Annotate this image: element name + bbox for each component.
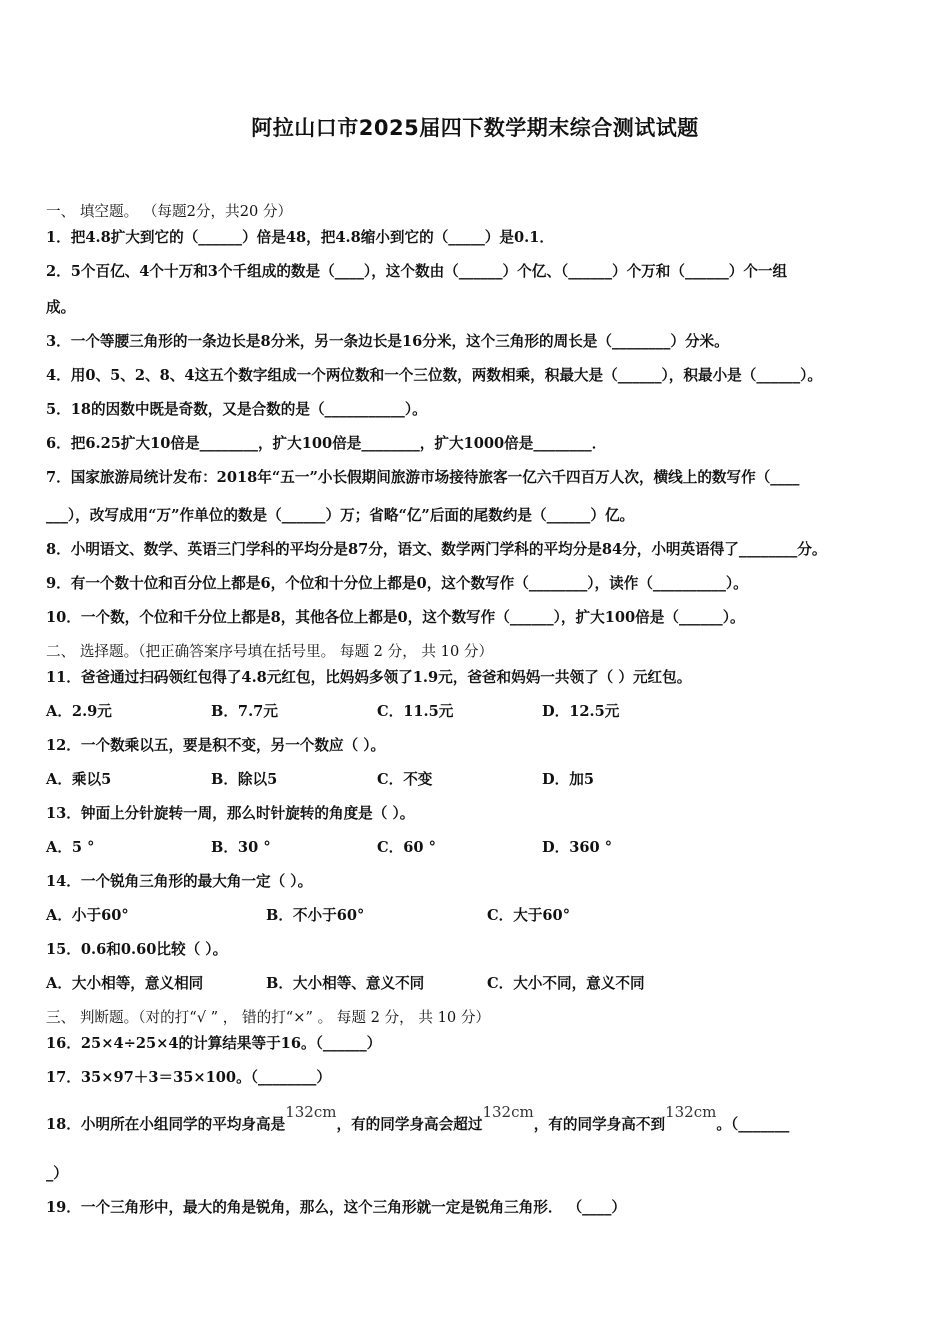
question-7-continued: ___），改写成用“万”作单位的数是（______）万；省略“亿”后面的尾数约是（______）亿。: [46, 507, 635, 524]
section-heading-2: 二、 选择题。（把正确答案序号填在括号里。 每题 2 分， 共 10 分）: [46, 643, 494, 660]
q14-option-b: B．不小于60°: [266, 907, 365, 924]
q14-option-c: C．大于60°: [487, 907, 571, 924]
question-18-continued: _）: [46, 1165, 68, 1182]
question-19: 19．一个三角形中，最大的角是锐角，那么，这个三角形就一定是锐角三角形． （____）: [46, 1199, 626, 1216]
section-heading-3: 三、 判断题。（对的打“√ ” ， 错的打“×” 。 每题 2 分， 共 10 分）: [46, 1009, 491, 1026]
question-1: 1．把4.8扩大到它的（______）倍是48，把4.8缩小到它的（_____）是0.1．: [46, 229, 554, 246]
question-15: 15．0.6和0.60比较（ ）。: [46, 941, 228, 958]
q12-option-c: C．不变: [377, 771, 433, 788]
section-heading-1: 一、 填空题。 （每题2分，共20 分）: [46, 203, 293, 220]
question-18: [46, 1103, 790, 1135]
question-14: 14．一个锐角三角形的最大角一定（ ）。: [46, 873, 313, 890]
q18-height-value-1: 132cm: [285, 1103, 337, 1121]
q18-text-4: 。（_______: [716, 1116, 790, 1133]
question-9: 9．有一个数十位和百分位上都是6，个位和十分位上都是0，这个数写作（________），读作（__________）。: [46, 575, 748, 592]
q11-option-a: A．2.9元: [46, 703, 112, 720]
question-7: 7．国家旅游局统计发布：2018年“五一”小长假期间旅游市场接待旅客一亿六千四百万人次，横线上的数写作（____: [46, 469, 800, 486]
q12-option-a: A．乘以5: [46, 771, 112, 788]
question-5: 5．18的因数中既是奇数，又是合数的是（___________）。: [46, 401, 427, 418]
q12-option-d: D．加5: [542, 771, 594, 788]
question-6: 6．把6.25扩大10倍是________，扩大100倍是________，扩大1000倍是________．: [46, 435, 607, 452]
question-4: 4．用0、5、2、8、4这五个数字组成一个两位数和一个三位数，两数相乘，积最大是（______），积最小是（______）。: [46, 367, 823, 384]
q13-option-a: A．5 °: [46, 839, 95, 856]
q13-option-b: B．30 °: [211, 839, 271, 856]
question-3: 3．一个等腰三角形的一条边长是8分米，另一条边长是16分米，这个三角形的周长是（________）分米。: [46, 333, 729, 350]
q18-text-2: ，有的同学身高会超过: [336, 1116, 483, 1133]
q18-text-3: ，有的同学身高不到: [533, 1116, 666, 1133]
question-16: 16．25×4÷25×4的计算结果等于16。（______）: [46, 1035, 382, 1052]
question-13: 13．钟面上分针旋转一周，那么时针旋转的角度是（ ）。: [46, 805, 415, 822]
q18-height-value-3: 132cm: [665, 1103, 717, 1121]
q18-text-1: 18．小明所在小组同学的平均身高是: [46, 1116, 286, 1133]
question-2-continued: 成。: [46, 299, 76, 316]
question-10: 10．一个数，个位和千分位上都是8，其他各位上都是0，这个数写作（______），扩大100倍是（______）。: [46, 609, 745, 626]
q14-option-a: A．小于60°: [46, 907, 129, 924]
q13-option-d: D．360 °: [542, 839, 613, 856]
question-17: 17．35×97＋3＝35×100。（________）: [46, 1069, 331, 1086]
q15-option-b: B．大小相等、意义不同: [266, 975, 425, 992]
q15-option-c: C．大小不同，意义不同: [487, 975, 645, 992]
question-12: 12．一个数乘以五，要是积不变，另一个数应（ ）。: [46, 737, 386, 754]
q13-option-c: C．60 °: [377, 839, 436, 856]
q15-option-a: A．大小相等，意义相同: [46, 975, 204, 992]
q18-height-value-2: 132cm: [482, 1103, 534, 1121]
q11-option-b: B．7.7元: [211, 703, 278, 720]
q12-option-b: B．除以5: [211, 771, 278, 788]
question-2: 2．5个百亿、4个十万和3个千组成的数是（____），这个数由（______）个亿、（______）个万和（______）个一组: [46, 263, 788, 280]
page-title: 阿拉山口市2025届四下数学期末综合测试试题: [251, 116, 699, 140]
question-8: 8．小明语文、数学、英语三门学科的平均分是87分，语文、数学两门学科的平均分是84分，小明英语得了________分。: [46, 541, 827, 558]
q11-option-c: C．11.5元: [377, 703, 454, 720]
q11-option-d: D．12.5元: [542, 703, 620, 720]
question-11: 11．爸爸通过扫码领红包得了4.8元红包，比妈妈多领了1.9元，爸爸和妈妈一共领了（ ）元红包。: [46, 669, 692, 686]
